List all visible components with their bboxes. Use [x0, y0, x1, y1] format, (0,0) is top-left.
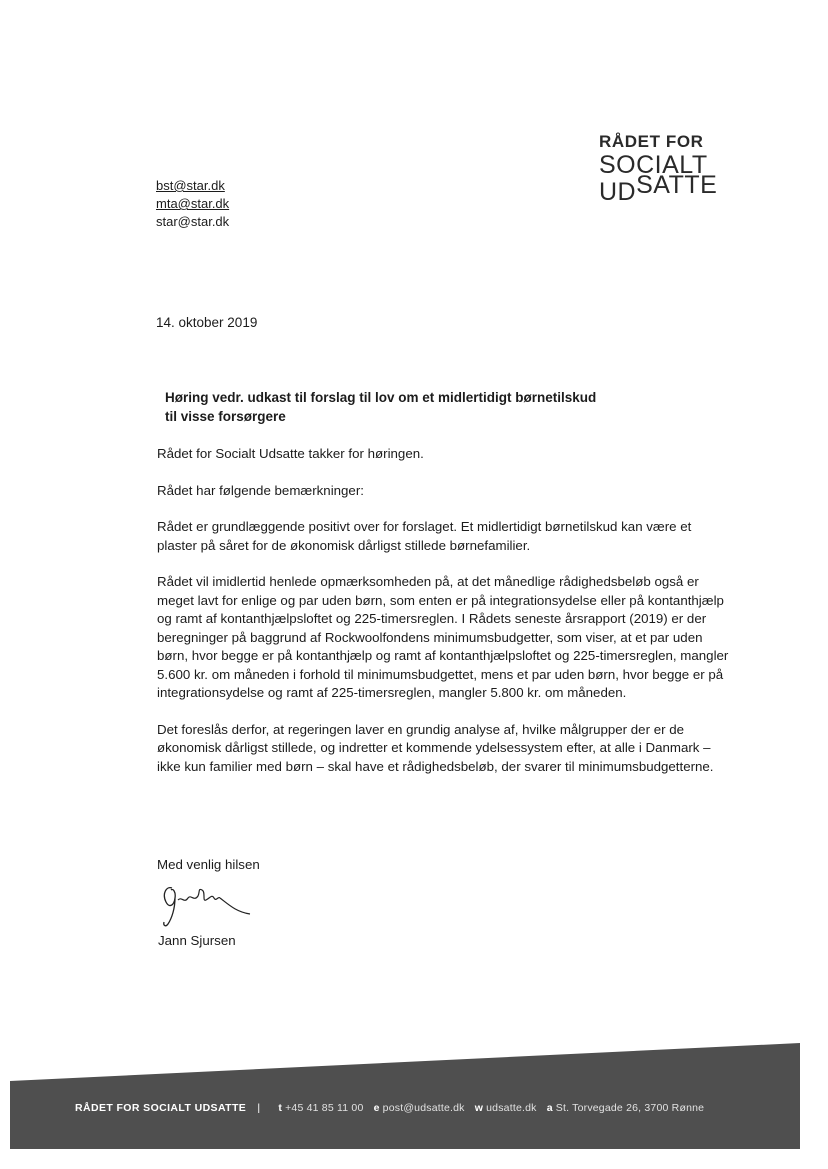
closing-phrase: Med venlig hilsen [157, 857, 260, 872]
logo-line-3 [599, 171, 718, 206]
footer-address-label: a [546, 1102, 553, 1114]
recipient-email: star@star.dk [156, 214, 230, 229]
paragraph: Rådet vil imidlertid henlede opmærksomheden på, at det månedlige rådighedsbeløb også er meget lavt for enlige og par uden børn, som enten er på integrationsydelse eller på kontanthjælp og ramt af kontanthjælpsloftet og 225-timersreglen. I Rådets seneste årsrapport (2019) er der beregninger på baggrund af Rockwoolfondens minimumsbudgetter, som viser, at et par uden børn, hvor begge er på kontanthjælp og ramt af kontanthjælpsloftet og 225-timersreglen, mangler 5.600 kr. om måneden i forhold til minimumsbudgettet, mens et par uden børn, hvor begge er på integrationsydelse og ramt af 225-timersreglen, mangler 5.800 kr. om måneden. [157, 574, 729, 700]
recipient-email-link[interactable]: mta@star.dk [156, 196, 230, 211]
recipient-list [156, 177, 229, 231]
subject-line: Høring vedr. udkast til forslag til lov om et midlertidigt børnetilskud [165, 390, 597, 405]
paragraph: Rådet er grundlæggende positivt over for forslaget. Et midlertidigt børnetilskud kan være et plaster på såret for de økonomisk dårligst stillede børnefamilier. [157, 519, 692, 553]
letter-body [157, 445, 732, 794]
logo-ud: UD [599, 178, 637, 206]
footer-band [10, 1043, 800, 1149]
logo-line-2: SOCIALT [599, 151, 708, 179]
signer-name: Jann Sjursen [158, 933, 236, 948]
logo-satte: SATTE [636, 171, 718, 199]
footer-email[interactable]: post@udsatte.dk [382, 1102, 465, 1114]
recipient-email-link[interactable]: bst@star.dk [156, 178, 225, 193]
footer-org-name: RÅDET FOR SOCIALT UDSATTE [75, 1102, 247, 1114]
footer-address: St. Torvegade 26, 3700 Rønne [555, 1102, 705, 1114]
footer-web-label: w [474, 1102, 484, 1114]
footer-web[interactable]: udsatte.dk [486, 1102, 537, 1114]
footer-phone: +45 41 85 11 00 [285, 1102, 364, 1114]
footer-email-label: e [373, 1102, 380, 1114]
footer-phone-label: t [278, 1102, 283, 1114]
letter-date: 14. oktober 2019 [156, 315, 258, 330]
letter-subject [165, 388, 685, 426]
paragraph: Rådet for Socialt Udsatte takker for høringen. [157, 446, 424, 461]
footer-separator: | [257, 1102, 261, 1114]
subject-line: til visse forsørgere [165, 409, 286, 424]
paragraph: Det foreslås derfor, at regeringen laver en grundig analyse af, hvilke målgrupper der er de økonomisk dårligst stillede, og indretter et kommende ydelsessystem efter, at alle i Danmark – ikke kun familier med børn – skal have et rådighedsbeløb, der svarer til minimumsbudgetterne. [157, 721, 714, 774]
footer-contact [75, 1102, 704, 1114]
handwritten-signature [158, 876, 258, 928]
organization-logo [599, 132, 717, 206]
logo-line-1: RÅDET FOR [599, 132, 704, 151]
paragraph: Rådet har følgende bemærkninger: [157, 482, 364, 498]
